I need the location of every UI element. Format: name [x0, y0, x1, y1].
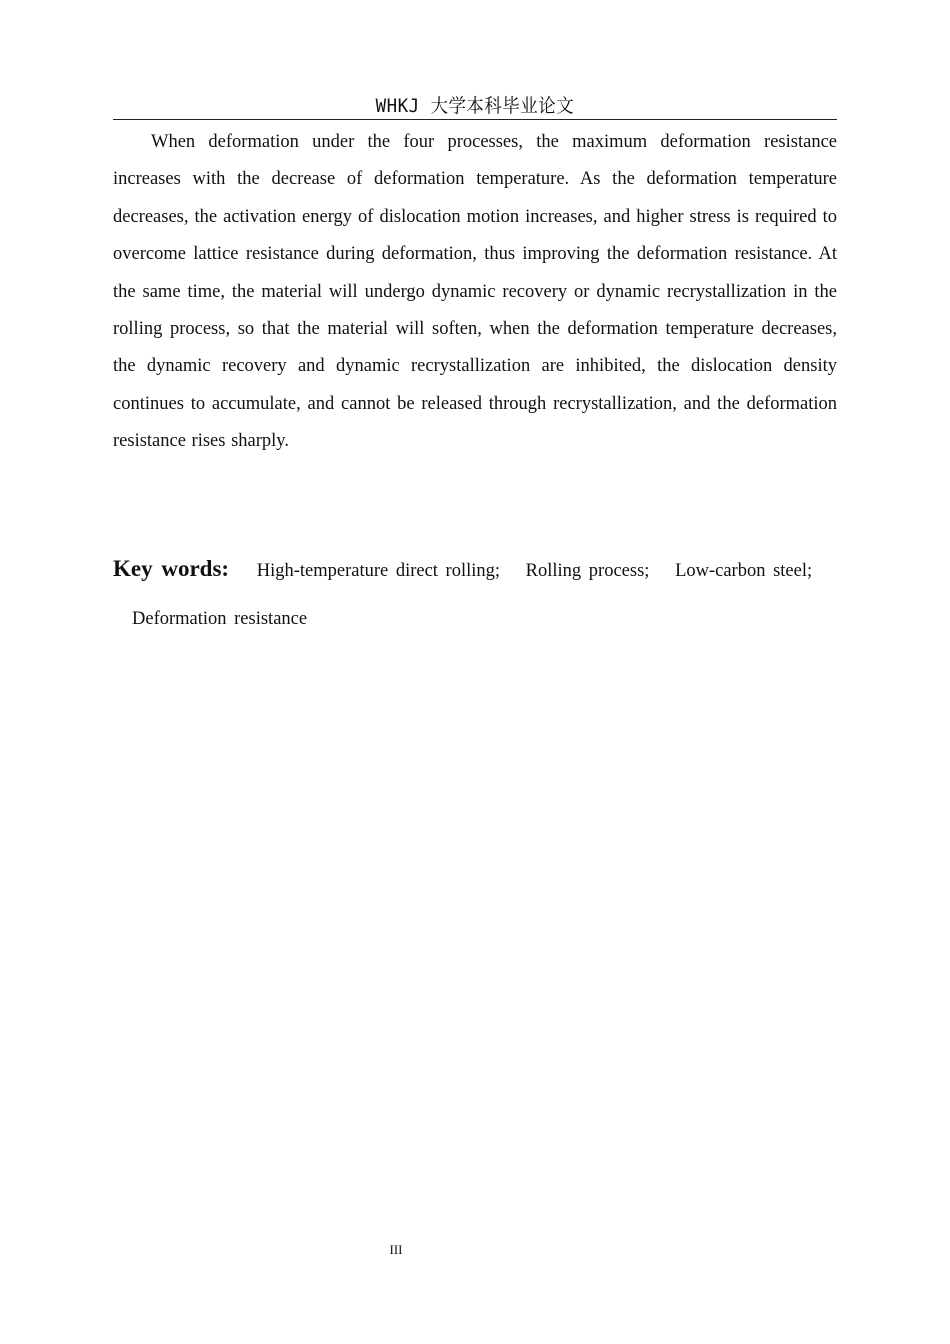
header-title: WHKJ 大学本科毕业论文 — [375, 95, 575, 117]
keyword-item: High-temperature direct rolling; — [256, 561, 501, 581]
page-number: III — [389, 1242, 403, 1257]
keyword-item: Deformation resistance — [132, 609, 308, 629]
abstract-paragraph: When deformation under the four processes, the maximum deformation resistance increases with the decrease of deformation temperature. As the deformation temperature decreases, the activation energy of dislocation motion increases, and higher stress is required to overcome lattice resistance during deformation, thus improving the deformation resistance. At the same time, the material will undergo dynamic recovery or dynamic recrystallization in the rolling process, so that the material will soften, when the deformation temperature decreases, the dynamic recovery and dynamic recrystallization are inhibited, the dislocation density continues to accumulate, and cannot be released through recrystallization, and the deformation resistance rises sharply. — [113, 132, 837, 452]
keyword-item: Low-carbon steel; — [675, 561, 813, 581]
keywords-section — [113, 545, 837, 643]
keywords-label: Key words: — [113, 556, 230, 581]
running-header — [113, 93, 837, 120]
keyword-item: Rolling process; — [525, 561, 650, 581]
